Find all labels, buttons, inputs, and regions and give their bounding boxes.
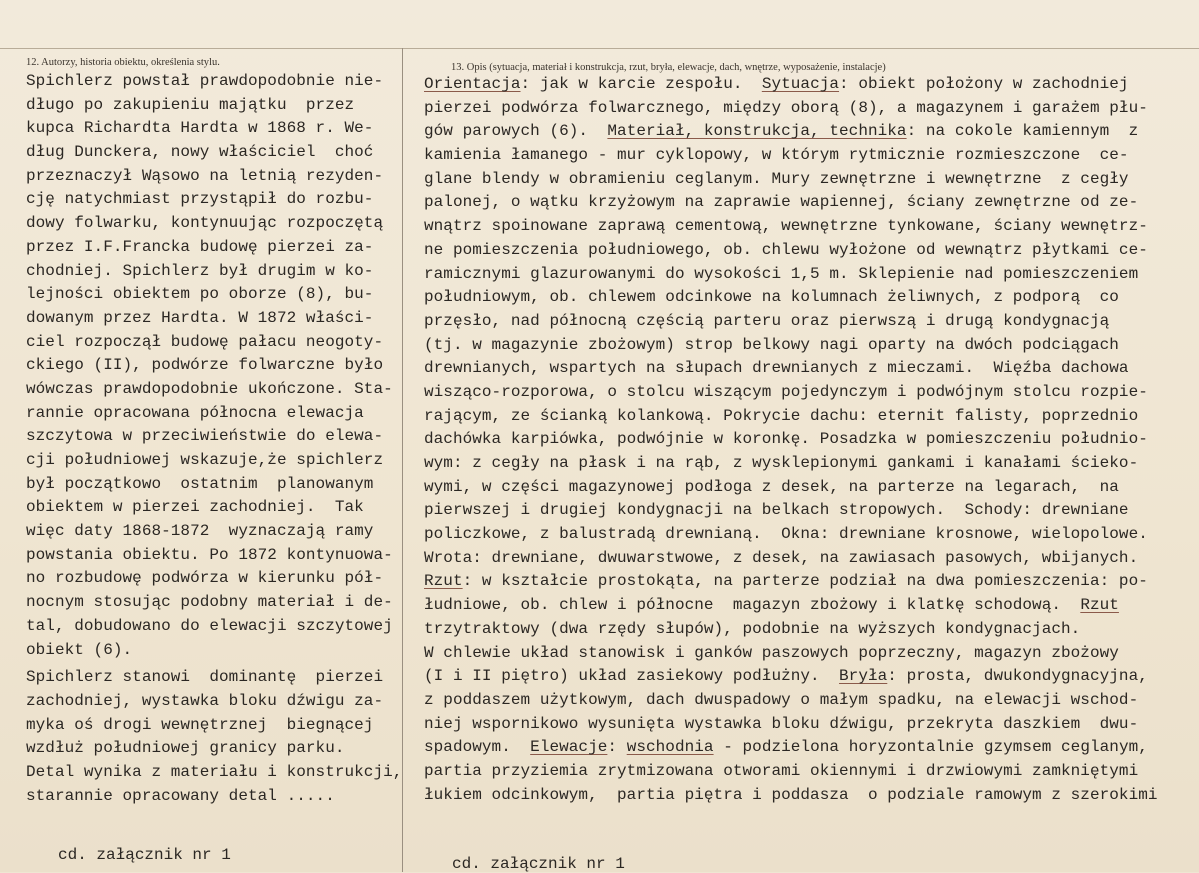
right-line: rającym, ze ścianką kolankową. Pokrycie dachu: eternit falisty, poprzednio [424,406,1139,425]
left-section-heading: 12. Autorzy, historia obiektu, określenia stylu. [26,57,220,68]
left-line: wówczas prawdopodobnie ukończone. Sta- [26,379,393,398]
right-line: wymi, w części magazynowej podłoga z desek, na parterze na legarach, na [424,477,1119,496]
right-line: policzkowe, z balustradą drewnianą. Okna: drewniane krosnowe, wielopolowe. [424,525,1148,544]
left-line: starannie opracowany detal ..... [26,786,335,805]
left-line: kupca Richardta Hardta w 1868 r. We- [26,119,374,138]
right-line: południowym, ob. chlewem odcinkowe na kolumnach żeliwnych, z podporą co [424,288,1119,307]
right-line: palonej, o wątku krzyżowym na zaprawie wapiennej, ściany zewnętrzne od ze- [424,193,1139,212]
left-line: powstania obiektu. Po 1872 kontynuowa- [26,545,393,564]
left-line: przez I.F.Francka budowę pierzei za- [26,237,374,256]
left-line: więc daty 1868-1872 wyznaczają ramy [26,522,374,541]
right-line: wym: z cegły na płask i na rąb, z wysklepionymi gankami i kanałami ścieko- [424,454,1139,472]
left-line: był początkowo ostatnim planowanym [26,474,374,493]
left-line: dług Dunckera, nowy właściciel choć [26,143,374,162]
right-line: (tj. w magazynie zbożowym) strop belkowy nagi oparty na dwóch podciągach [424,335,1119,354]
column-divider [402,48,403,872]
right-section-heading: 13. Opis (sytuacja, materiał i konstrukcja, rzut, bryła, elewacje, dach, wnętrze, wyposażenie, instalacje) [451,62,886,73]
left-line: myka oś drogi wewnętrznej biegnącej [26,715,374,734]
right-line: wnątrz spoinowane zaprawą cementową, wewnętrzne tynkowane, ściany wewnętrz- [424,217,1148,236]
right-line: niej wspornikowo wysunięta wystawka bloku dźwigu, przekryta daszkiem dwu- [424,714,1139,733]
left-line: no rozbudowę podwórza w kierunku pół- [26,569,384,588]
right-line: wiszącо-rozporowa, o stolcu wiszącym pojedynczym i podwójnym stolcu rozpie- [424,382,1148,401]
left-line: ciel rozpoczął budowę pałacu neogoty- [26,332,384,351]
right-line: łukiem odcinkowym, partia piętra i poddasza o podziale ramowym z szerokimi [424,785,1158,804]
right-line: kamienia łamanego - mur cyklopowy, w którym rytmicznie rozmieszczone ce- [424,146,1129,165]
right-line: (I i II piętro) układ zasiekowy podłużny. Bryła: prosta, dwukondygnacyjna, [424,667,1148,686]
left-line: dowy folwarku, kontynuując rozpoczętą [26,214,384,233]
left-line: chodniej. Spichlerz był drugim w ko- [26,261,374,280]
right-line: z poddaszem użytkowym, dach dwuspadowy o małym spadku, na elewacji wschod- [424,690,1139,709]
right-line: ne pomieszczenia południowego, ob. chlewu wyłożone od wewnątrz płytkami ce- [424,240,1148,259]
left-line: ckiego (II), podwórze folwarczne było [26,356,384,375]
right-footer: cd. załącznik nr 1 [452,855,625,873]
right-line: Wrota: drewniane, dwuwarstwowe, z desek, na zawiasach pasowych, wbijanych. [424,548,1139,567]
right-line: łudniowe, ob. chlew i północne magazyn zbożowy i klatkę schodową. Rzut [424,596,1119,615]
left-line: obiektem w pierzei zachodniej. Tak [26,498,364,517]
right-line: Orientacja: jak w karcie zespołu. Sytuacja: obiekt położony w zachodniej [424,75,1129,93]
right-line: dachówka karpiówka, podwójnie w koronkę. Posadzka w pomieszczeniu południo- [424,430,1148,449]
left-line: dowanym przez Hardta. W 1872 właści- [26,308,374,327]
right-line: glane blendy w obramieniu ceglanym. Mury zewnętrzne i wewnętrzne z cegły [424,169,1129,188]
right-line: przęsło, nad północną częścią parteru oraz pierwszą i drugą kondygnacją [424,311,1110,330]
left-line: przeznaczył Wąsowo na letnią rezyden- [26,166,384,185]
card-top-strip [0,0,1199,49]
right-line: gów parowych (6). Materiał, konstrukcja, technika: na cokole kamiennym z [424,122,1139,141]
left-line: wzdłuż południowej granicy parku. [26,739,345,758]
right-line: partia przyziemia zrytmizowana otworami okiennymi i drzwiowymi zamkniętymi [424,761,1139,780]
right-column-text [424,73,1194,807]
left-line: Detal wynika z materiału i konstrukcji, [26,762,403,781]
right-line: pierwszej i drugiej kondygnacji na belkach stropowych. Schody: drewniane [424,501,1129,520]
right-line: spadowym. Elewacje: wschodnia - podzielona horyzontalnie gzymsem ceglanym, [424,738,1148,757]
right-line: W chlewie układ stanowisk i ganków paszowych poprzeczny, magazyn zbożowy [424,643,1119,662]
left-line: cję natychmiast przystąpił do rozbu- [26,190,374,209]
left-line: nocnym stosując podobny materiał i de- [26,593,393,612]
right-line: pierzei podwórza folwarcznego, między oborą (8), a magazynem i garażem płu- [424,98,1148,117]
left-footer: cd. załącznik nr 1 [58,846,231,864]
left-line: cji południowej wskazuje,że spichlerz [26,451,384,469]
left-line: tal, dobudowano do elewacji szczytowej [26,616,393,635]
right-line: Rzut: w kształcie prostokąta, na parterze podział na dwa pomieszczenia: po- [424,572,1148,591]
left-line: obiekt (6). [26,640,133,659]
left-line: lejności obiektem po oborze (8), bu- [26,285,374,304]
left-line: zachodniej, wystawka bloku dźwigu za- [26,691,384,710]
right-line: trzytraktowy (dwa rzędy słupów), podobnie na wyższych kondygnacjach. [424,619,1081,638]
left-line: szczytowa w przeciwieństwie do elewa- [26,427,384,446]
left-line: Spichlerz powstał prawdopodobnie nie- [26,72,384,90]
left-line: Spichlerz stanowi dominantę pierzei [26,668,384,687]
right-line: drewnianych, wspartych na słupach drewnianych z mieczami. Więźba dachowa [424,359,1129,378]
left-column-text [26,70,403,808]
left-line: rannie opracowana północna elewacja [26,403,364,422]
left-line: długo po zakupieniu majątku przez [26,95,355,114]
right-line: ramicznymi glazurowanymi do wysokości 1,5 m. Sklepienie nad pomieszczeniem [424,264,1139,283]
